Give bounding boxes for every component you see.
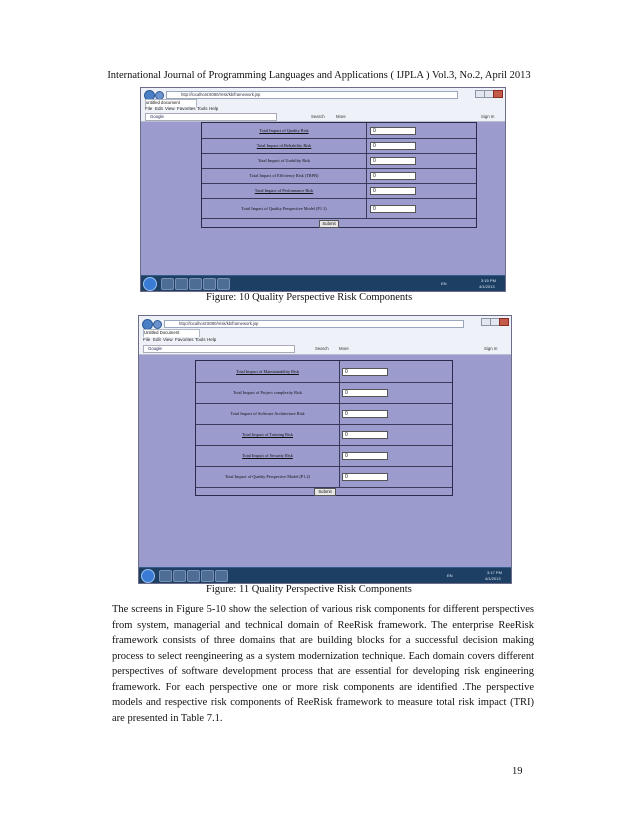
risk-value-input[interactable]	[370, 187, 416, 195]
google-search-input[interactable]	[145, 113, 277, 121]
table-row	[202, 153, 476, 169]
tab-title: Untitled Document	[144, 330, 180, 335]
clock-time: 3:15 PM	[481, 278, 496, 283]
risk-value-input[interactable]	[342, 452, 388, 460]
explorer-icon[interactable]	[159, 570, 172, 582]
menu-file[interactable]: File	[145, 106, 153, 111]
risk-label[interactable]: Total Impact of Quality Risk	[259, 128, 309, 133]
risk-value-input[interactable]	[370, 157, 416, 165]
risk-value: 0	[345, 431, 348, 438]
risk-label[interactable]: Total Impact of Maintainability Risk	[236, 369, 299, 374]
windows-taskbar	[141, 275, 505, 291]
risk-label: Total Impact of Software Architecture Risk	[230, 411, 305, 416]
table-row	[196, 403, 452, 425]
risk-form-table	[195, 360, 453, 496]
sign-in-link[interactable]: Sign In	[484, 346, 498, 351]
browser-icon[interactable]	[201, 570, 214, 582]
risk-form-table	[201, 122, 477, 228]
close-icon[interactable]	[493, 90, 503, 98]
more-button[interactable]: More	[336, 114, 346, 119]
total-value-input[interactable]	[370, 205, 416, 213]
risk-value: 0	[373, 142, 376, 149]
menu-tools[interactable]: Tools	[195, 337, 206, 342]
menu-tools[interactable]: Tools	[197, 106, 208, 111]
menu-view[interactable]: View	[163, 337, 173, 342]
table-row	[202, 123, 476, 139]
table-row	[202, 138, 476, 154]
risk-label: Total Impact of Project complexity Risk	[232, 390, 303, 395]
table-row	[196, 382, 452, 404]
body-paragraph	[112, 602, 534, 726]
forward-icon[interactable]	[153, 320, 162, 329]
address-bar[interactable]	[164, 320, 464, 328]
risk-label: Total Impact of Usability Risk	[257, 158, 311, 163]
table-row-total	[202, 198, 476, 219]
risk-value: 0	[373, 172, 376, 179]
search-button[interactable]: Search	[311, 114, 325, 119]
figure11-screenshot	[138, 315, 512, 584]
menu-edit[interactable]: Edit	[153, 337, 161, 342]
total-value: 0	[345, 473, 348, 480]
figure10-caption: Figure: 10 Quality Perspective Risk Components	[206, 292, 413, 303]
address-bar[interactable]	[166, 91, 458, 99]
google-search-input[interactable]	[143, 345, 295, 353]
risk-value-input[interactable]	[370, 127, 416, 135]
folder-icon[interactable]	[175, 278, 188, 290]
risk-label[interactable]: Total Impact of Performance Risk	[254, 188, 314, 193]
risk-value-input[interactable]	[342, 368, 388, 376]
risk-label[interactable]: Total Impact of Training Risk	[241, 432, 294, 437]
google-label: Google	[148, 346, 162, 351]
total-label: Total Impact of Quality Perspective Model (P1.2)	[224, 474, 311, 479]
close-icon[interactable]	[499, 318, 509, 326]
risk-value: 0	[373, 187, 376, 194]
figure10-screenshot	[140, 87, 506, 292]
total-label: Total Impact of Quality Perspective Model (P1.1)	[241, 205, 327, 211]
total-value-input[interactable]	[342, 473, 388, 481]
risk-value-input[interactable]	[370, 172, 416, 180]
running-head: International Journal of Programming Languages and Applications ( IJPLA ) Vol.3, No.2, April 2013	[107, 70, 531, 81]
menu-edit[interactable]: Edit	[155, 106, 163, 111]
risk-value: 0	[345, 410, 348, 417]
menu-help[interactable]: Help	[209, 106, 219, 111]
total-value: 0	[373, 205, 376, 212]
risk-label[interactable]: Total Impact of Reliability Risk	[256, 143, 312, 148]
risk-value: 0	[345, 389, 348, 396]
browser-icon[interactable]	[203, 278, 216, 290]
risk-value-input[interactable]	[370, 142, 416, 150]
table-row	[202, 168, 476, 184]
folder-icon[interactable]	[173, 570, 186, 582]
table-row-total	[196, 466, 452, 488]
browser-tab[interactable]	[143, 329, 200, 337]
language-indicator[interactable]: EN	[441, 281, 447, 286]
clock-time: 3:17 PM	[487, 570, 502, 575]
address-text: http://localhost:8080/rrisk/kb/framework.jsp	[179, 321, 259, 326]
windows-taskbar	[139, 567, 511, 583]
body-text: The screens in Figure 5-10 show the selection of various risk components for different perspectives from system, managerial and technical domain of ReeRisk framework. The enterprise ReeRisk framework consists of three domains that are building blocks for a successful decision making process to select reengineering as a system modernization technique. Each domain covers different perspectives of software development process that are essential for developing risk engineering framework. For each perspective one or more risk components are identified .The perspective models and respective risk components of ReeRisk framework to measure total risk impact (TRI) are presented in Table 7.1.	[112, 604, 534, 724]
risk-value: 0	[373, 127, 376, 134]
page-number: 19	[512, 766, 523, 777]
chrome-icon[interactable]	[187, 570, 200, 582]
start-button[interactable]	[141, 569, 155, 583]
google-label: Google	[150, 114, 164, 119]
risk-value: 0	[373, 157, 376, 164]
app-icon[interactable]	[215, 570, 228, 582]
tab-title: untitled document	[146, 100, 180, 105]
submit-button[interactable]: Submit	[319, 220, 339, 228]
risk-value-input[interactable]	[342, 389, 388, 397]
risk-label: Total Impact of Efficiency Risk (TRFR)	[249, 173, 319, 178]
risk-value: 0	[345, 368, 348, 375]
submit-button[interactable]: Submit	[314, 488, 336, 496]
table-row	[196, 361, 452, 383]
clock-date: 4/1/2013	[479, 284, 495, 289]
more-button[interactable]: More	[339, 346, 349, 351]
language-indicator[interactable]: EN	[447, 573, 453, 578]
menu-favorites[interactable]: Favorites	[177, 106, 196, 111]
clock-date: 4/1/2013	[485, 576, 501, 581]
menu-favorites[interactable]: Favorites	[175, 337, 194, 342]
risk-label[interactable]: Total Impact of Security Risk	[242, 453, 293, 458]
menu-file[interactable]: File	[143, 337, 151, 342]
risk-value-input[interactable]	[342, 431, 388, 439]
app-icon[interactable]	[217, 278, 230, 290]
explorer-icon[interactable]	[161, 278, 174, 290]
browser-chrome	[139, 316, 511, 355]
search-button[interactable]: Search	[315, 346, 329, 351]
browser-chrome	[141, 88, 505, 122]
risk-value-input[interactable]	[342, 410, 388, 418]
start-button[interactable]	[143, 277, 157, 291]
table-row	[196, 445, 452, 467]
sign-in-link[interactable]: Sign In	[481, 114, 495, 119]
table-row	[202, 183, 476, 199]
risk-value: 0	[345, 452, 348, 459]
chrome-icon[interactable]	[189, 278, 202, 290]
table-row	[196, 424, 452, 446]
menu-help[interactable]: Help	[207, 337, 217, 342]
figure11-caption: Figure: 11 Quality Perspective Risk Components	[206, 584, 412, 595]
menu-view[interactable]: View	[165, 106, 175, 111]
address-text: http://localhost:8080/rrisk/kb/framework.jsp	[181, 92, 261, 97]
